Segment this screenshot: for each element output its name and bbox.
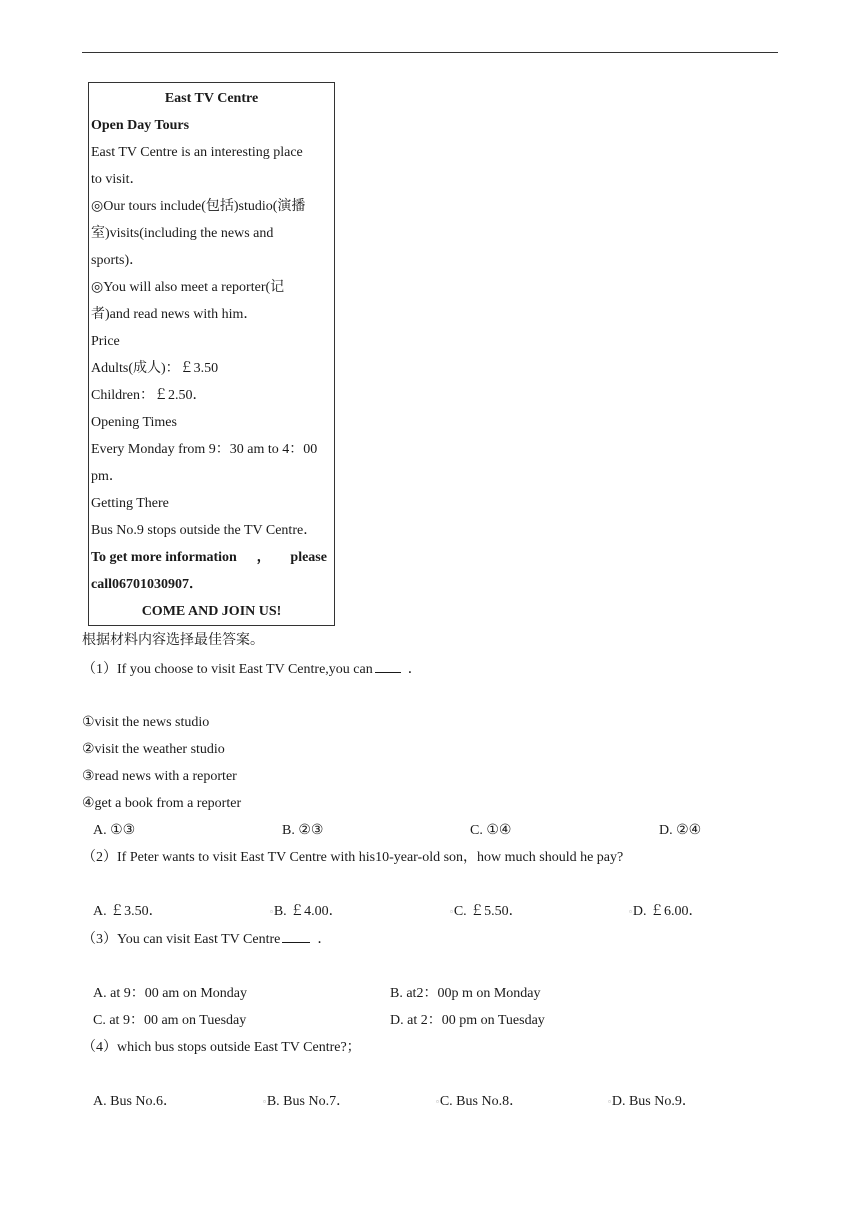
notice-line: ◎Our tours include(包括)studio(演播 [91,199,306,214]
q3-option-d[interactable]: D. at 2：00 pm on Tuesday [390,1013,545,1028]
question-3-stem [82,930,331,949]
notice-line: Children：￡2.50． [91,388,207,403]
notice-title: East TV Centre [164,91,259,106]
q2-option-b-wrap: ▫B. ￡4.00． [270,904,343,920]
q4-option-d-wrap: ▫D. Bus No.9． [608,1094,696,1110]
notice-line: East TV Centre is an interesting place [91,145,303,160]
q1-option-d[interactable]: D. ②④ [659,823,702,838]
q4-option-a[interactable]: A. Bus No.6． [93,1094,178,1109]
instruction: 根据材料内容选择最佳答案。 [82,633,264,648]
notice-box [88,82,335,626]
notice-line: 者)and read news with him． [91,307,258,322]
q2-option-c-wrap: ▫C. ￡5.50． [450,904,523,920]
info-text: To get more information [91,550,237,565]
q2-option-c[interactable]: C. ￡5.50． [453,904,523,920]
notice-subtitle: Open Day Tours [91,118,190,133]
question-3-tail: ． [317,932,332,947]
q1-item: ②visit the weather studio [82,742,225,757]
question-1-stem [82,660,422,679]
notice-line: pm． [91,469,123,484]
notice-closing: COME AND JOIN US! [141,604,282,619]
notice-line: Bus No.9 stops outside the TV Centre． [91,523,318,538]
question-1-tail: ． [407,662,422,677]
q2-option-d[interactable]: D. ￡6.00． [632,904,703,920]
q1-item: ④get a book from a reporter [82,796,242,811]
notice-line: Every Monday from 9：30 am to 4：00 [91,442,318,457]
info-line [91,549,327,567]
notice-line: Adults(成人)：￡3.50 [91,361,219,376]
question-2-stem: （2）If Peter wants to visit East TV Centre with his10-year-old son，how much should he pay? [82,850,624,865]
q2-option-d-wrap: ▫D. ￡6.00． [629,904,703,920]
notice-line: Price [91,334,120,349]
header-rule [82,52,778,53]
q1-option-b[interactable]: B. ②③ [282,823,324,838]
info-phone: call06701030907． [91,577,203,592]
q1-option-c[interactable]: C. ①④ [470,823,512,838]
q4-option-b[interactable]: B. Bus No.7． [266,1094,351,1110]
q3-option-a[interactable]: A. at 9：00 am on Monday [93,986,247,1001]
question-4-stem: （4）which bus stops outside East TV Centre?； [82,1040,361,1055]
q4-option-c[interactable]: C. Bus No.8． [439,1094,524,1110]
info-comma: ， [256,550,271,565]
question-1-text: （1）If you choose to visit East TV Centre,you can [82,662,373,677]
q2-option-b[interactable]: B. ￡4.00． [273,904,343,920]
q4-option-c-wrap: ▫C. Bus No.8． [436,1094,524,1110]
notice-line: ◎You will also meet a reporter(记 [91,280,285,295]
answer-blank [375,660,401,673]
question-3-text: （3）You can visit East TV Centre [82,932,281,947]
notice-line: sports)． [91,253,144,268]
q1-option-a[interactable]: A. ①③ [93,823,136,838]
notice-line: 室)visits(including the news and [91,226,274,241]
q1-item: ③read news with a reporter [82,769,237,784]
q2-option-a[interactable]: A. ￡3.50． [93,904,163,919]
q4-option-b-wrap: ▫B. Bus No.7． [263,1094,351,1110]
q3-option-b[interactable]: B. at2：00p m on Monday [390,986,541,1001]
q4-option-d[interactable]: D. Bus No.9． [611,1094,696,1110]
notice-line: to visit． [91,172,144,187]
q3-option-c[interactable]: C. at 9：00 am on Tuesday [93,1013,247,1028]
notice-line: Getting There [91,496,169,511]
answer-blank [282,930,310,943]
q1-item: ①visit the news studio [82,715,210,730]
notice-line: Opening Times [91,415,177,430]
info-please: please [290,550,327,565]
